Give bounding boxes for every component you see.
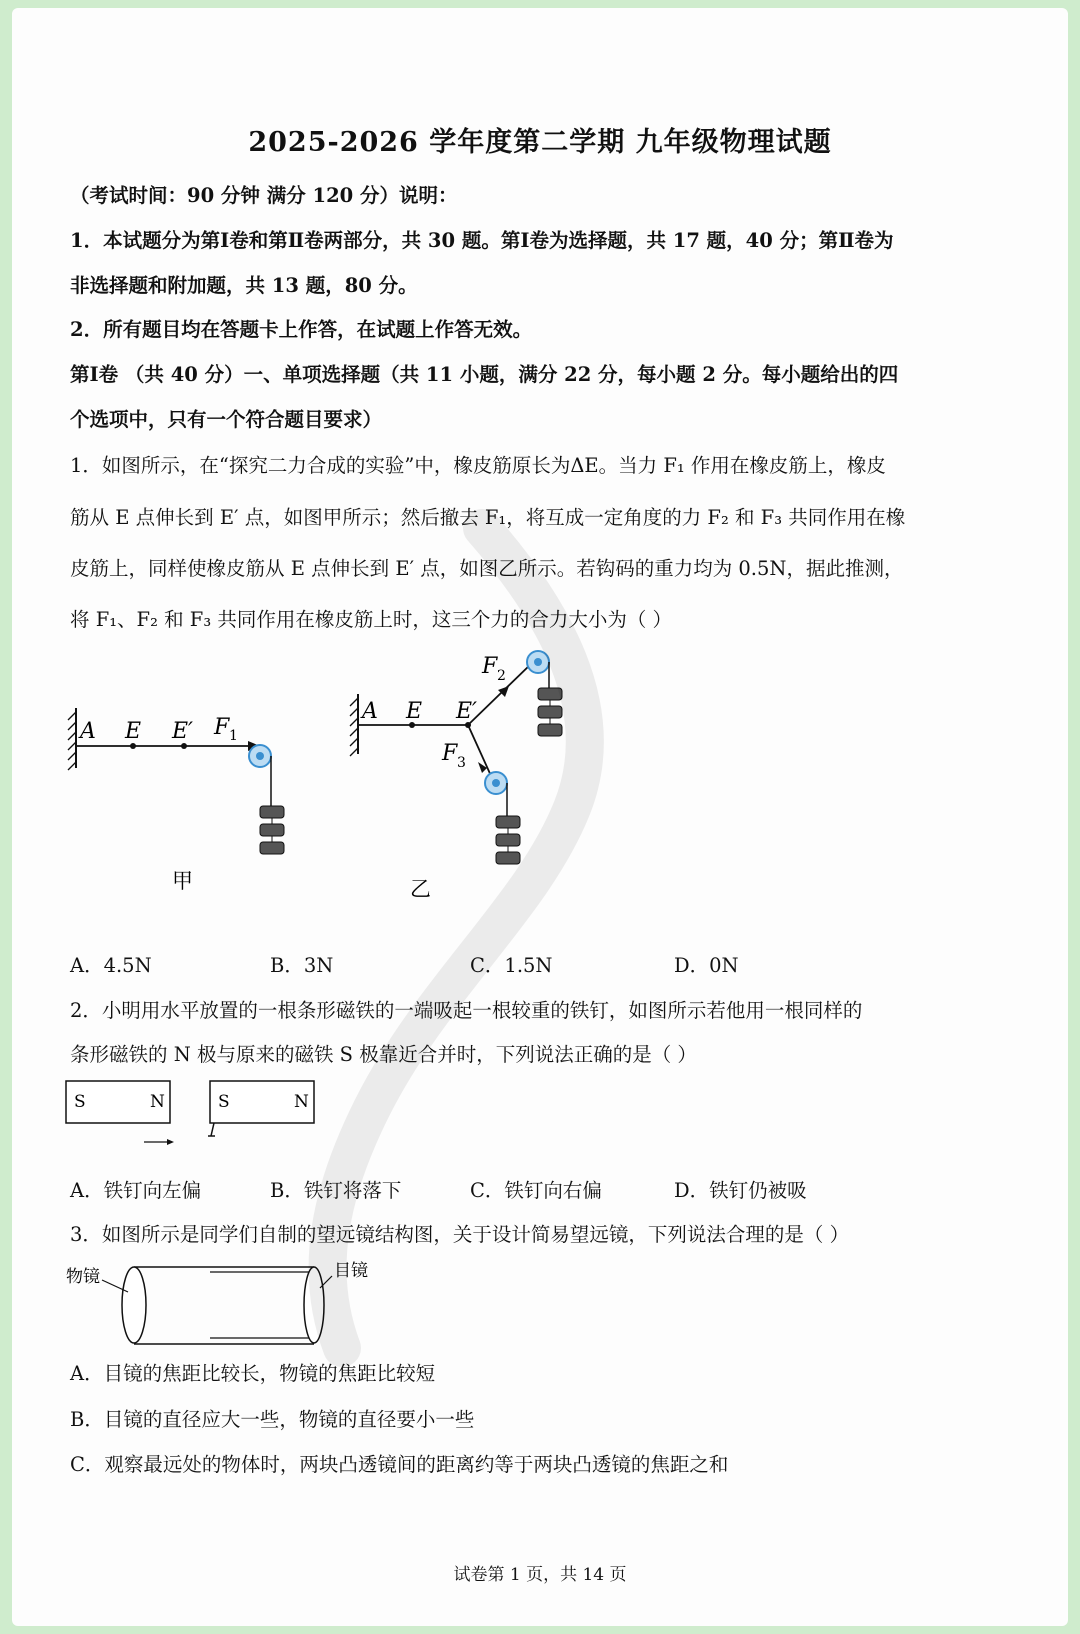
q3-option-b: B．目镜的直径应大一些，物镜的直径要小一些 bbox=[70, 1408, 475, 1431]
figure-yi bbox=[350, 651, 562, 901]
q2-line-2: 条形磁铁的 N 极与原来的磁铁 S 极靠近合并时，下列说法正确的是（ ） bbox=[70, 1043, 697, 1066]
label-a: A bbox=[80, 719, 96, 744]
exam-paper bbox=[12, 8, 1068, 1626]
label-e: E bbox=[125, 719, 142, 744]
exam-info: （考试时间：90 分钟 满分 120 分）说明： bbox=[70, 184, 458, 207]
hook-weights-jia bbox=[260, 806, 284, 854]
caption-jia: 甲 bbox=[172, 869, 193, 893]
q2-option-d: D．铁钉仍被吸 bbox=[674, 1179, 807, 1202]
label-e-prime-yi: E′ bbox=[456, 699, 478, 724]
q1-option-c: C．1.5N bbox=[470, 954, 553, 977]
q3-option-a: A．目镜的焦距比较长，物镜的焦距比较短 bbox=[70, 1362, 436, 1385]
label-f2: F bbox=[482, 654, 498, 679]
figure-telescope bbox=[66, 1260, 368, 1344]
magnet-left-s: S bbox=[74, 1092, 86, 1112]
label-f1-subscript: 1 bbox=[229, 728, 238, 744]
page-title: 2025-2026 学年度第二学期 九年级物理试题 bbox=[248, 127, 832, 158]
q1-option-a: A．4.5N bbox=[70, 954, 152, 977]
magnet-right-s: S bbox=[218, 1092, 230, 1112]
note-2: 2．所有题目均在答题卡上作答，在试题上作答无效。 bbox=[70, 318, 533, 341]
q1-line-3: 皮筋上，同样使橡皮筋从 E 点伸长到 E′ 点，如图乙所示。若钩码的重力均为 0.5N，据此推测， bbox=[70, 557, 904, 580]
q1-line-4: 将 F₁、F₂ 和 F₃ 共同作用在橡皮筋上时，这三个力的合力大小为（ ） bbox=[70, 608, 673, 631]
q2-line-1: 2．小明用水平放置的一根条形磁铁的一端吸起一根较重的铁钉，如图所示若他用一根同样的 bbox=[70, 999, 863, 1022]
q2-option-b: B．铁钉将落下 bbox=[270, 1179, 402, 1202]
caption-yi: 乙 bbox=[410, 877, 431, 901]
label-a-yi: A bbox=[362, 699, 378, 724]
note-1-line-2: 非选择题和附加题，共 13 题，80 分。 bbox=[70, 274, 418, 297]
page-footer: 试卷第 1 页，共 14 页 bbox=[453, 1565, 627, 1585]
hook-weights-f3 bbox=[496, 816, 520, 864]
section-heading-line-1: 第Ⅰ卷 （共 40 分）一、单项选择题（共 11 小题，满分 22 分，每小题 2 分。每小题给出的四 bbox=[70, 363, 899, 386]
figure-magnets bbox=[66, 1081, 314, 1145]
note-1-line-1: 1．本试题分为第Ⅰ卷和第Ⅱ卷两部分，共 30 题。第Ⅰ卷为选择题，共 17 题，40 分；第Ⅱ卷为 bbox=[70, 229, 894, 252]
label-f1: F bbox=[214, 715, 230, 740]
q3-option-c: C．观察最远处的物体时，两块凸透镜间的距离约等于两块凸透镜的焦距之和 bbox=[70, 1453, 729, 1476]
hook-weights-f2 bbox=[538, 688, 562, 736]
q2-option-c: C．铁钉向右偏 bbox=[470, 1179, 602, 1202]
q2-option-a: A．铁钉向左偏 bbox=[70, 1179, 202, 1202]
q3-line-1: 3．如图所示是同学们自制的望远镜结构图，关于设计简易望远镜，下列说法合理的是（ ） bbox=[70, 1223, 850, 1246]
label-f2-subscript: 2 bbox=[497, 668, 506, 684]
figure-jia bbox=[68, 708, 284, 893]
label-e-prime: E′ bbox=[172, 719, 194, 744]
q1-line-2: 筋从 E 点伸长到 E′ 点，如图甲所示；然后撤去 F₁，将互成一定角度的力 F₂ 和 F₃ 共同作用在橡 bbox=[70, 506, 906, 529]
nail-icon bbox=[211, 1123, 214, 1136]
magnet-right-n: N bbox=[294, 1092, 309, 1112]
q1-option-b: B．3N bbox=[270, 954, 334, 977]
section-heading-line-2: 个选项中，只有一个符合题目要求） bbox=[70, 408, 383, 431]
label-f3: F bbox=[442, 741, 458, 766]
label-e-yi: E bbox=[406, 699, 423, 724]
q1-option-d: D．0N bbox=[674, 954, 739, 977]
q1-line-1: 1．如图所示，在“探究二力合成的实验”中，橡皮筋原长为ΔE。当力 F₁ 作用在橡皮筋上，橡皮 bbox=[70, 454, 886, 477]
label-eyepiece: 目镜 bbox=[334, 1261, 368, 1281]
magnet-left-n: N bbox=[150, 1092, 165, 1112]
label-f3-subscript: 3 bbox=[457, 755, 466, 771]
label-objective-lens: 物镜 bbox=[66, 1267, 100, 1287]
